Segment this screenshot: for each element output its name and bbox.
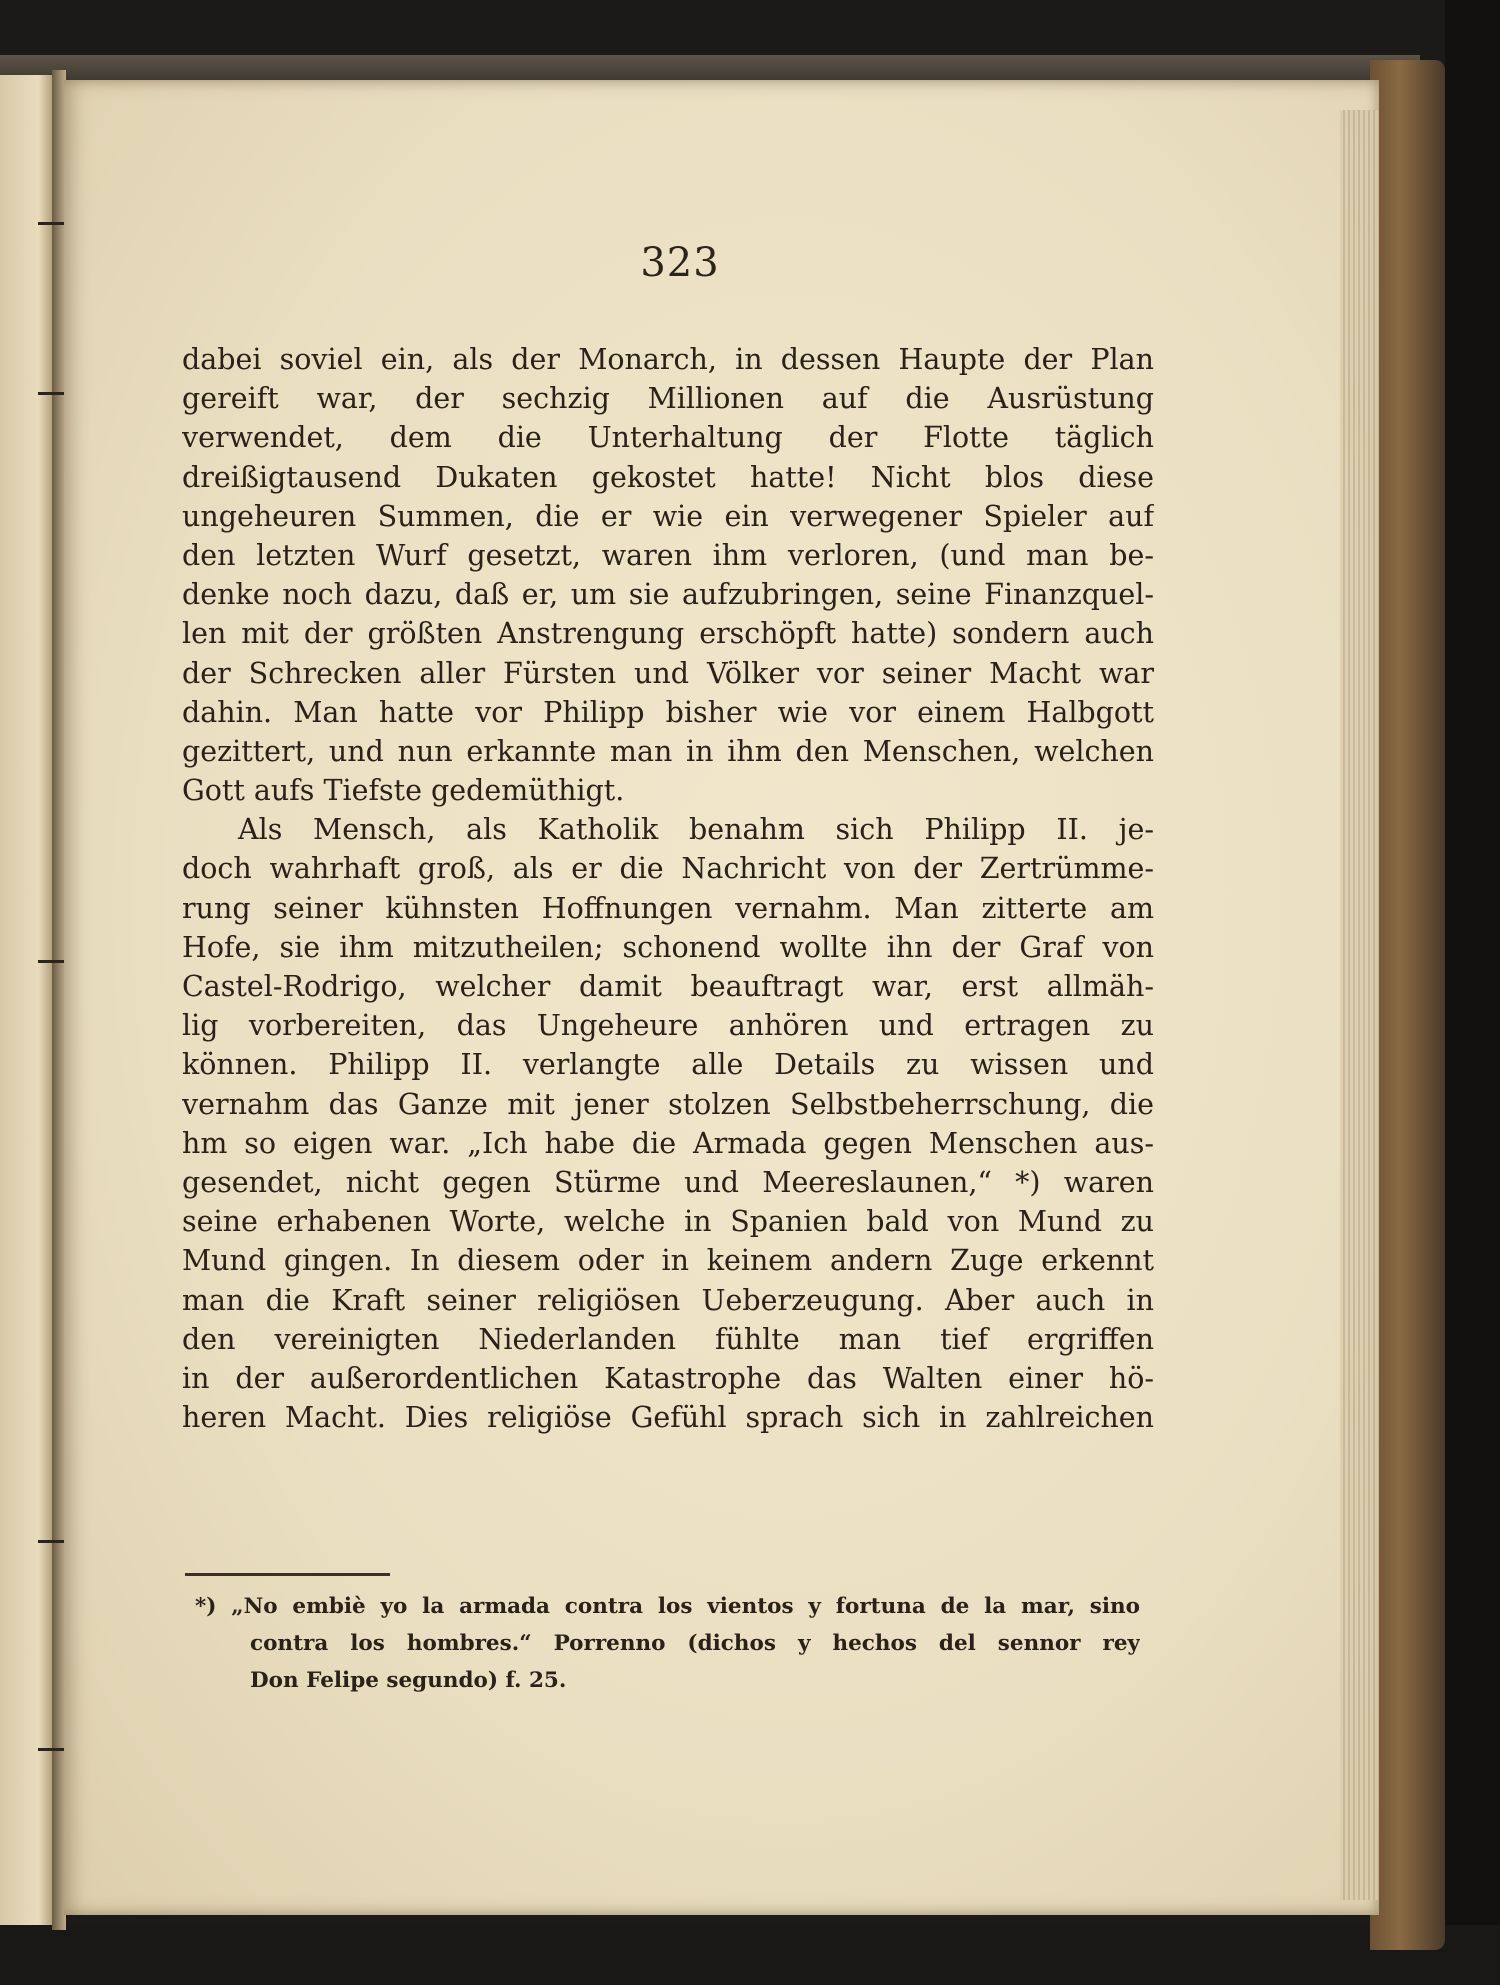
background-right [1445, 0, 1500, 1985]
binding-thread-mark [38, 960, 64, 963]
text-line: der Schrecken aller Fürsten und Völker vor seiner Macht war [182, 656, 1154, 690]
binding-thread-mark [38, 1540, 64, 1543]
text-line: len mit der größten Anstrengung erschöpft hatte) sondern auch [182, 617, 1154, 651]
text-line: ungeheuren Summen, die er wie ein verwegener Spieler auf [182, 499, 1154, 533]
binding-thread-mark [38, 392, 64, 395]
binding-thread-mark [38, 222, 64, 225]
book-cover-edge [1370, 60, 1445, 1950]
text-line: Castel-Rodrigo, welcher damit beauftragt war, erst allmäh- [182, 970, 1154, 1003]
text-line: dabei soviel ein, als der Monarch, in dessen Haupte der Plan [182, 343, 1154, 376]
footnote-line: Don Felipe segundo) f. 25. [250, 1668, 567, 1693]
text-line: dahin. Man hatte vor Philipp bisher wie vor einem Halbgott [182, 695, 1154, 729]
text-line: gesendet, nicht gegen Stürme und Meereslaunen,“ *) waren [182, 1165, 1154, 1199]
footnote-line: contra los hombres.“ Porrenno (dichos y hechos del sennor rey [250, 1631, 1140, 1656]
text-line: den letzten Wurf gesetzt, waren ihm verloren, (und man be- [182, 538, 1154, 572]
binding-thread-mark [38, 1748, 64, 1751]
page-number: 323 [640, 240, 720, 286]
text-line: den vereinigten Niederlanden fühlte man tief ergriffen [182, 1322, 1154, 1356]
footnote [195, 1588, 1140, 1699]
page-stack-edge [1340, 110, 1378, 1900]
facing-page-edge [0, 75, 55, 1925]
text-line: gereift war, der sechzig Millionen auf die Ausrüstung [182, 382, 1154, 416]
text-line: dreißigtausend Dukaten gekostet hatte! Nicht blos diese [182, 460, 1154, 494]
text-line: in der außerordentlichen Katastrophe das Walten einer hö- [182, 1361, 1154, 1395]
text-line: vernahm das Ganze mit jener stolzen Selbstbeherrschung, die [182, 1087, 1154, 1121]
text-line: seine erhabenen Worte, welche in Spanien bald von Mund zu [182, 1205, 1154, 1239]
text-line: Als Mensch, als Katholik benahm sich Philipp II. je- [238, 813, 1154, 847]
text-line: können. Philipp II. verlangte alle Details zu wissen und [182, 1048, 1154, 1082]
text-line: Hofe, sie ihm mitzutheilen; schonend wollte ihn der Graf von [182, 930, 1154, 964]
text-line: lig vorbereiten, das Ungeheure anhören und ertragen zu [182, 1009, 1154, 1043]
text-line: heren Macht. Dies religiöse Gefühl sprach sich in zahlreichen [182, 1401, 1154, 1435]
text-line: man die Kraft seiner religiösen Ueberzeugung. Aber auch in [182, 1283, 1154, 1317]
text-line: Gott aufs Tiefste gedemüthigt. [182, 774, 625, 808]
background-bottom [0, 1925, 1500, 1985]
body-text [182, 340, 1154, 1437]
text-line: denke noch dazu, daß er, um sie aufzubringen, seine Finanzquel- [182, 578, 1154, 612]
text-line: rung seiner kühnsten Hoffnungen vernahm. Man zitterte am [182, 891, 1154, 925]
text-line: verwendet, dem die Unterhaltung der Flotte täglich [182, 421, 1154, 455]
text-line: doch wahrhaft groß, als er die Nachricht von der Zertrümme- [182, 852, 1154, 886]
text-line: gezittert, und nun erkannte man in ihm den Menschen, welchen [182, 734, 1154, 768]
text-line: hm so eigen war. „Ich habe die Armada gegen Menschen aus- [182, 1126, 1154, 1160]
footnote-line: *) „No embiè yo la armada contra los vientos y fortuna de la mar, sino [195, 1594, 1140, 1619]
footnote-rule [185, 1573, 390, 1576]
text-line: Mund gingen. In diesem oder in keinem andern Zuge erkennt [182, 1244, 1154, 1278]
